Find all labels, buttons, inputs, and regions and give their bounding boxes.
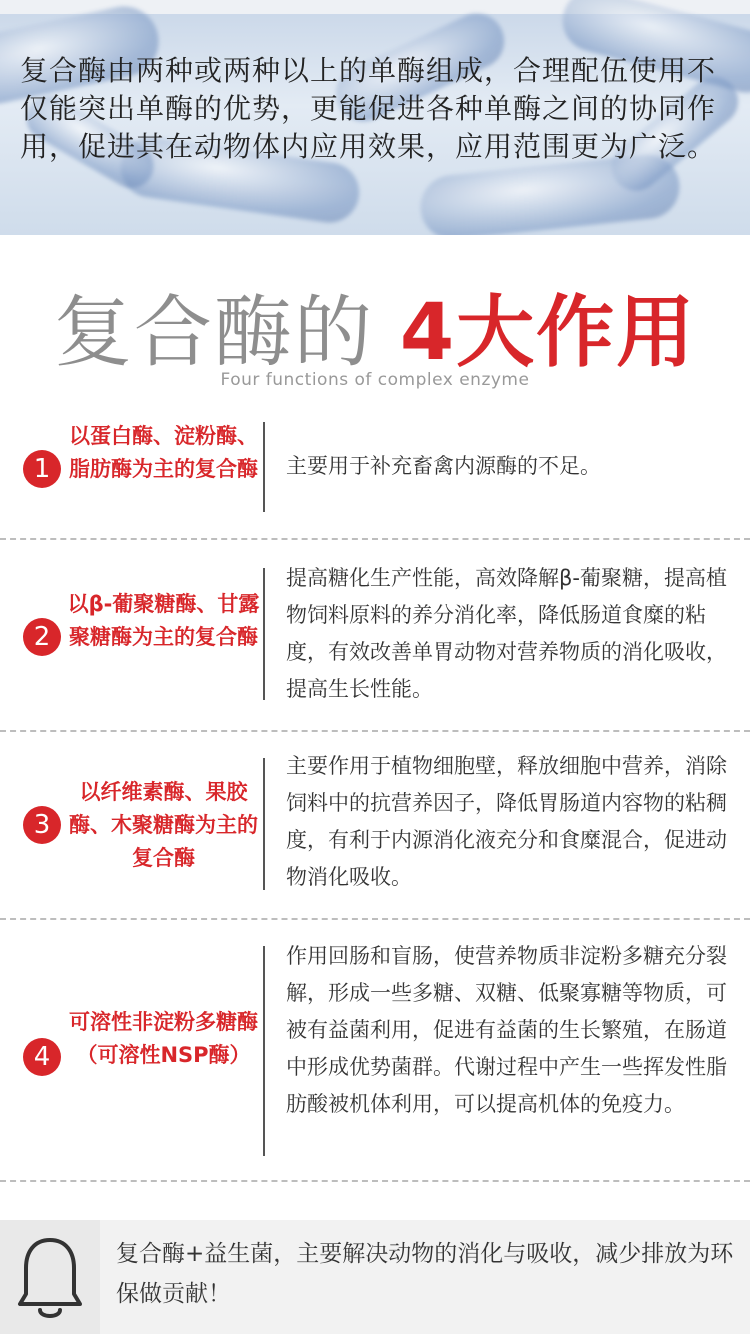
function-description: 主要作用于植物细胞壁，释放细胞中营养，消除饲料中的抗营养因子，降低胃肠道内容物的粘稠度，有利于内源消化液充分和食糜混合，促进动物消化吸收。: [286, 754, 727, 889]
function-description: 主要用于补充畜禽内源酶的不足。: [286, 454, 601, 478]
divider-line: [263, 946, 265, 1156]
function-label: 以β-葡聚糖酶、甘露聚糖酶为主的复合酶: [67, 592, 260, 649]
number-badge: 3: [23, 806, 61, 844]
footer-note: [0, 1220, 750, 1334]
section-subtitle: Four functions of complex enzyme: [220, 370, 530, 390]
footer-text: 复合酶+益生菌，主要解决动物的消化与吸收，减少排放为环保做贡献！: [116, 1241, 734, 1307]
bell-icon: [0, 1220, 100, 1334]
dashed-separator: [0, 730, 750, 732]
title-red-part: 4大作用: [399, 288, 697, 378]
function-label: 以纤维素酶、果胶酶、木聚糖酶为主的复合酶: [69, 780, 258, 870]
dashed-separator: [0, 538, 750, 540]
top-banner: [0, 0, 750, 235]
function-row-2: [0, 560, 750, 730]
function-row-4: [0, 938, 750, 1178]
number-badge: 4: [23, 1038, 61, 1076]
divider-line: [263, 422, 265, 512]
function-label: 以蛋白酶、淀粉酶、脂肪酶为主的复合酶: [69, 424, 258, 481]
function-row-1: [0, 420, 750, 538]
number-badge: 1: [23, 450, 61, 488]
number-badge: 2: [23, 618, 61, 656]
function-row-3: [0, 748, 750, 918]
function-label: 可溶性非淀粉多糖酶（可溶性NSP酶）: [69, 1010, 258, 1067]
divider-line: [263, 568, 265, 700]
footer-icon-box: [0, 1220, 100, 1334]
dashed-separator: [0, 918, 750, 920]
section-title: [0, 270, 750, 378]
function-description: 提高糖化生产性能，高效降解β-葡聚糖，提高植物饲料原料的养分消化率，降低肠道食糜的粘度，有效改善单胃动物对营养物质的消化吸收，提高生长性能。: [286, 566, 727, 701]
function-description: 作用回肠和盲肠，使营养物质非淀粉多糖充分裂解，形成一些多糖、双糖、低聚寡糖等物质，可被有益菌利用，促进有益菌的生长繁殖，在肠道中形成优势菌群。代谢过程中产生一些挥发性脂肪酸被机体利用，可以提高机体的免疫力。: [286, 944, 727, 1116]
dashed-separator: [0, 1180, 750, 1182]
banner-text: 复合酶由两种或两种以上的单酶组成，合理配伍使用不仅能突出单酶的优势，更能促进各种单酶之间的协同作用，促进其在动物体内应用效果，应用范围更为广泛。: [20, 54, 717, 163]
divider-line: [263, 758, 265, 890]
title-grey-part: 复合酶的: [53, 288, 374, 378]
